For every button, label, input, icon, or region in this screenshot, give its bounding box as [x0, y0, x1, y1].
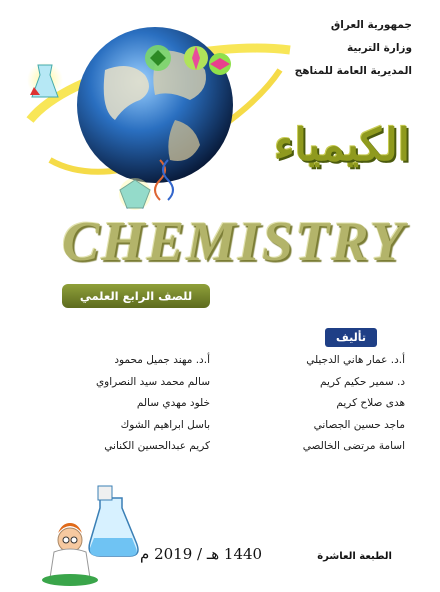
author-name: خلود مهدي سالم	[136, 397, 210, 409]
header-ministry: وزارة التربية	[346, 42, 412, 54]
author-name: د. سمير حكيم كريم	[319, 375, 405, 388]
scientist-illustration	[30, 478, 140, 588]
grade-label: للصف الرابع العلمي	[62, 284, 210, 308]
header-directorate: المديرية العامة للمناهج	[294, 65, 412, 77]
edition-label: الطبعة العاشرة	[317, 551, 392, 562]
authors-right-column	[245, 350, 405, 458]
author-name: اسامة مرتضى الخالصي	[302, 440, 405, 452]
arabic-title: الكيمياء	[273, 120, 410, 171]
header-country: جمهورية العراق	[330, 19, 412, 31]
face-icon	[58, 528, 82, 552]
globe-illustration	[10, 10, 300, 220]
author-name: كريم عبدالحسين الكناني	[104, 440, 210, 452]
publication-year: 1440 هـ / 2019 م	[140, 545, 263, 563]
author-name: أ.د. عمار هاني الدجيلي	[306, 354, 405, 366]
authors-left-column	[40, 350, 210, 458]
english-title: CHEMISTRY	[62, 211, 406, 273]
flask-base-icon	[42, 574, 98, 586]
author-name: أ.د. مهند جميل محمود	[114, 354, 210, 366]
author-name: سالم محمد سيد النصراوي	[95, 375, 210, 388]
header-block	[295, 14, 412, 83]
author-name: باسل ابراهيم الشوك	[120, 418, 210, 431]
author-name: ماجد حسين الجصاني	[313, 418, 405, 431]
author-name: هدى صلاح كريم	[336, 397, 405, 409]
authors-heading: تأليف	[325, 328, 377, 347]
